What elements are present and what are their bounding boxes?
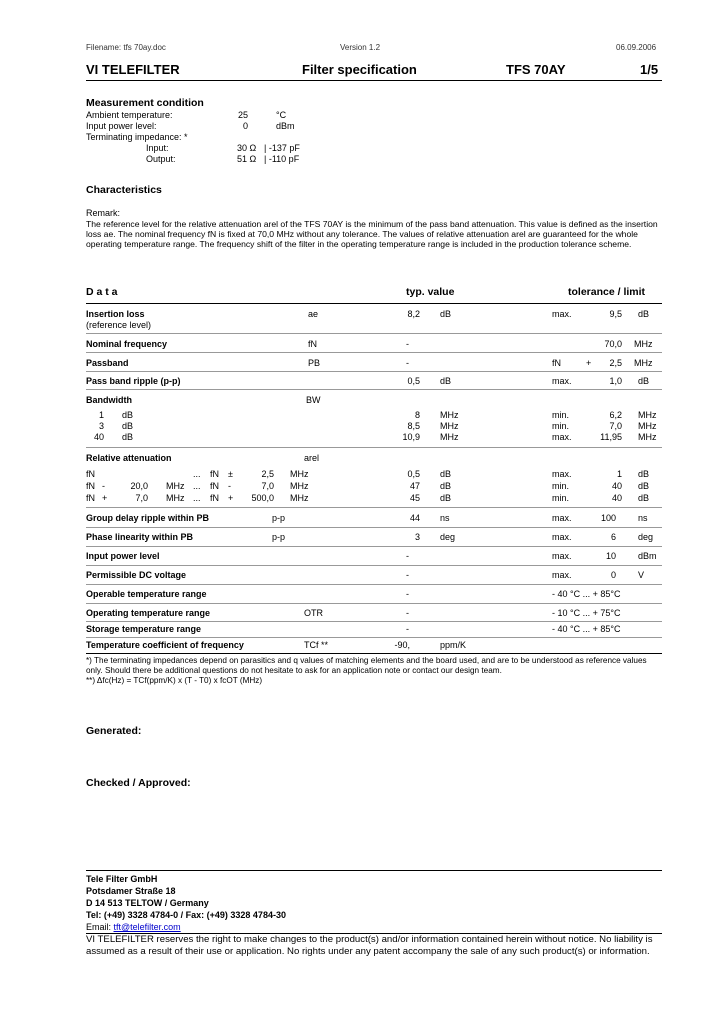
row-rule <box>86 333 662 334</box>
bandwidth-limit: 6,2 <box>609 410 622 420</box>
temp-coefficient-unit: ppm/K <box>440 640 467 650</box>
row-rule <box>86 447 662 448</box>
row-rule <box>86 527 662 528</box>
dc-voltage-limit: 0 <box>610 570 616 580</box>
input-power-unit: dBm <box>638 551 657 561</box>
version: Version 1.2 <box>340 43 381 52</box>
insertion-loss-limit-unit: dB <box>638 309 650 319</box>
power-label: Input power level: <box>86 121 157 131</box>
row-rule <box>86 389 662 390</box>
ra-ellipsis: ... <box>193 493 201 503</box>
term-label: Terminating impedance: * <box>86 132 188 142</box>
power-unit: dBm <box>276 121 295 131</box>
bandwidth-level-unit: dB <box>122 421 134 431</box>
footnote-impedance: *) The terminating impedances depend on parasitics and q values of matching elements and the board used, and are to be understood as reference values only. Should there be additional questions do not hesitate to ask for an application note or contact our design team. <box>86 656 647 675</box>
nominal-frequency-sym: fN <box>308 339 317 349</box>
input-impedance: 30 Ω <box>237 143 257 153</box>
group-delay-limit: 100 <box>600 513 616 523</box>
insertion-loss-limit: 9,5 <box>609 309 622 319</box>
row-rule <box>86 621 662 622</box>
operating-temp-typ: - <box>406 608 409 618</box>
ra-fn: fN <box>86 469 95 479</box>
ra-offset: 7,0 <box>135 493 148 503</box>
group-delay-kind: max. <box>552 513 572 523</box>
output-label: Output: <box>146 154 176 164</box>
input-label: Input: <box>146 143 169 153</box>
ra-sign: - <box>102 481 105 491</box>
generated-label: Generated: <box>86 725 142 737</box>
temp-coefficient-typ: -90, <box>394 640 410 650</box>
row-bandwidth: Bandwidth <box>86 395 132 405</box>
ra-kind: max. <box>552 469 572 479</box>
ra-limit: 1 <box>616 469 622 479</box>
disclaimer: VI TELEFILTER reserves the right to make changes to the product(s) and/or information contained herein without notice. No liability is assumed as a result of their use or application. No rights under any patent accompany the sale of any such product(s) or information. <box>86 934 653 957</box>
ra-limit-unit: dB <box>638 469 650 479</box>
footer-rule <box>86 870 662 871</box>
row-ripple: Pass band ripple (p-p) <box>86 376 181 386</box>
input-capacitance: | -137 pF <box>264 143 300 153</box>
doc-date: 06.09.2006 <box>616 43 657 52</box>
ra-kind: min. <box>552 481 570 491</box>
row-rule <box>86 603 662 604</box>
ra-offset-unit: MHz <box>166 493 185 503</box>
bandwidth-level: 3 <box>98 421 104 431</box>
input-power-limit: 10 <box>605 551 616 561</box>
phase-linearity-kind: max. <box>552 532 572 542</box>
bandwidth-limit: 11,95 <box>600 432 622 442</box>
ra-fn2: fN <box>210 493 219 503</box>
bandwidth-limit-unit: MHz <box>638 410 657 420</box>
operating-temp-range: - 10 °C ... + 75°C <box>552 608 621 618</box>
ra-typ-unit: dB <box>440 481 452 491</box>
bandwidth-level-unit: dB <box>122 432 134 442</box>
storage-temp-typ: - <box>406 624 409 634</box>
doc-title: Filter specification <box>302 62 417 77</box>
phase-linearity-typ-unit: deg <box>440 532 456 542</box>
passband-unit: MHz <box>634 358 653 368</box>
phase-linearity-typ: 3 <box>414 532 420 542</box>
company-name: Tele Filter GmbH <box>86 874 158 884</box>
ra-limit-unit: dB <box>638 481 650 491</box>
output-capacitance: | -110 pF <box>264 154 300 164</box>
bandwidth-kind: max. <box>552 432 572 442</box>
ambient-label: Ambient temperature: <box>86 110 173 120</box>
row-rule <box>86 507 662 508</box>
row-relative-attenuation: Relative attenuation <box>86 453 172 463</box>
ra-typ: 47 <box>409 481 420 491</box>
ra-fn: fN <box>86 481 95 491</box>
ra-offset2: 2,5 <box>261 469 274 479</box>
ripple-limit: 1,0 <box>609 376 622 386</box>
ra-typ-unit: dB <box>440 493 452 503</box>
ra-typ: 0,5 <box>407 469 420 479</box>
ambient-value: 25 <box>238 110 249 120</box>
email-link[interactable]: tft@telefilter.com <box>113 922 181 932</box>
row-rule <box>86 584 662 585</box>
brand-name: VI TELEFILTER <box>86 62 180 77</box>
group-delay-sym: p-p <box>272 513 286 523</box>
bandwidth-kind: min. <box>552 421 570 431</box>
passband-pm: + <box>586 358 592 368</box>
ra-offset2: 7,0 <box>261 481 274 491</box>
checked-label: Checked / Approved: <box>86 777 191 789</box>
header-rule <box>86 80 662 81</box>
row-insertion-loss: Insertion loss <box>86 309 145 319</box>
row-temp-coefficient: Temperature coefficient of frequency <box>86 640 244 650</box>
bandwidth-limit-unit: MHz <box>638 421 657 431</box>
input-power-typ: - <box>406 551 409 561</box>
ra-ellipsis: ... <box>193 481 201 491</box>
ra-typ-unit: dB <box>440 469 452 479</box>
ripple-typ-unit: dB <box>440 376 452 386</box>
ripple-typ: 0,5 <box>407 376 420 386</box>
insertion-loss-sub: (reference level) <box>86 320 152 330</box>
dc-voltage-unit: V <box>638 570 645 580</box>
group-delay-typ: 44 <box>409 513 420 523</box>
operable-temp-typ: - <box>406 589 409 599</box>
company-phone: Tel: (+49) 3328 4784-0 / Fax: (+49) 3328 4784-30 <box>86 910 286 920</box>
email-prefix: Email: <box>86 922 114 932</box>
col-tolerance: tolerance / limit <box>568 286 646 298</box>
output-impedance: 51 Ω <box>237 154 257 164</box>
insertion-loss-typ-unit: dB <box>440 309 452 319</box>
dc-voltage-typ: - <box>406 570 409 580</box>
ra-fn: fN <box>86 493 95 503</box>
nominal-frequency-typ: - <box>406 339 409 349</box>
bandwidth-typ: 10,9 <box>402 432 420 442</box>
ra-offset2: 500,0 <box>251 493 274 503</box>
group-delay-typ-unit: ns <box>440 513 450 523</box>
row-passband: Passband <box>86 358 129 368</box>
ra-offset-unit: MHz <box>166 481 185 491</box>
passband-sym: PB <box>308 358 321 368</box>
operable-temp-range: - 40 °C ... + 85°C <box>552 589 621 599</box>
bandwidth-typ: 8,5 <box>407 421 420 431</box>
phase-linearity-sym: p-p <box>272 532 286 542</box>
bandwidth-typ-unit: MHz <box>440 410 459 420</box>
table-bottom-rule <box>86 653 662 654</box>
ra-fn2: fN <box>210 481 219 491</box>
ra-fn2: fN <box>210 469 219 479</box>
bandwidth-typ: 8 <box>414 410 420 420</box>
row-nominal-frequency: Nominal frequency <box>86 339 168 349</box>
col-data: D a t a <box>86 286 118 298</box>
group-delay-limit-unit: ns <box>638 513 648 523</box>
measurement-title: Measurement condition <box>86 97 204 109</box>
ra-typ: 45 <box>409 493 420 503</box>
ra-limit: 40 <box>611 481 622 491</box>
row-input-power: Input power level <box>86 551 160 561</box>
bandwidth-level: 1 <box>98 410 104 420</box>
ra-offset2-unit: MHz <box>290 493 309 503</box>
row-rule <box>86 546 662 547</box>
phase-linearity-limit-unit: deg <box>638 532 654 542</box>
footnote-tc: **) Δfc(Hz) = TCf(ppm/K) x (T - T0) x fcOT (MHz) <box>86 676 263 685</box>
ra-sign2: - <box>228 481 231 491</box>
row-group-delay: Group delay ripple within PB <box>86 513 210 523</box>
company-city: D 14 513 TELTOW / Germany <box>86 898 209 908</box>
insertion-loss-sym: ae <box>308 309 319 319</box>
row-rule <box>86 565 662 566</box>
power-value: 0 <box>243 121 249 131</box>
ripple-limit-unit: dB <box>638 376 650 386</box>
filename: Filename: tfs 70ay.doc <box>86 43 166 52</box>
row-storage-temp: Storage temperature range <box>86 624 202 634</box>
part-number: TFS 70AY <box>506 62 566 77</box>
temp-coefficient-sym: TCf ** <box>304 640 329 650</box>
row-phase-linearity: Phase linearity within PB <box>86 532 194 542</box>
characteristics-title: Characteristics <box>86 184 162 196</box>
row-operating-temp: Operating temperature range <box>86 608 211 618</box>
operating-temp-sym: OTR <box>304 608 323 618</box>
relative-attenuation-sym: arel <box>304 453 320 463</box>
company-email-row <box>86 922 181 932</box>
ra-sign2: + <box>228 493 234 503</box>
remark-label: Remark: <box>86 208 121 218</box>
input-power-kind: max. <box>552 551 572 561</box>
table-header-rule <box>86 303 662 304</box>
ra-ellipsis: ... <box>193 469 201 479</box>
ra-offset2-unit: MHz <box>290 481 309 491</box>
ra-sign2: ± <box>228 469 233 479</box>
nominal-frequency-unit: MHz <box>634 339 653 349</box>
insertion-loss-kind: max. <box>552 309 572 319</box>
bandwidth-level-unit: dB <box>122 410 134 420</box>
ra-offset2-unit: MHz <box>290 469 309 479</box>
company-street: Potsdamer Straße 18 <box>86 886 176 896</box>
phase-linearity-limit: 6 <box>610 532 616 542</box>
ra-kind: min. <box>552 493 570 503</box>
bandwidth-kind: min. <box>552 410 570 420</box>
row-operable-temp: Operable temperature range <box>86 589 207 599</box>
ra-limit-unit: dB <box>638 493 650 503</box>
bandwidth-limit-unit: MHz <box>638 432 657 442</box>
bandwidth-sym: BW <box>306 395 321 405</box>
ra-limit: 40 <box>611 493 622 503</box>
bandwidth-typ-unit: MHz <box>440 432 459 442</box>
bandwidth-limit: 7,0 <box>609 421 622 431</box>
page-number: 1/5 <box>640 62 659 77</box>
ripple-kind: max. <box>552 376 572 386</box>
ra-offset: 20,0 <box>130 481 148 491</box>
row-rule <box>86 352 662 353</box>
passband-typ: - <box>406 358 409 368</box>
ra-sign: + <box>102 493 108 503</box>
row-rule <box>86 371 662 372</box>
col-typ: typ. value <box>406 286 455 298</box>
insertion-loss-typ: 8,2 <box>407 309 420 319</box>
nominal-frequency-limit: 70,0 <box>604 339 622 349</box>
bandwidth-typ-unit: MHz <box>440 421 459 431</box>
bandwidth-level: 40 <box>93 432 104 442</box>
row-rule <box>86 637 662 638</box>
passband-limit: 2,5 <box>609 358 622 368</box>
row-dc-voltage: Permissible DC voltage <box>86 570 187 580</box>
passband-fn: fN <box>552 358 561 368</box>
remark-text: The reference level for the relative attenuation arel of the TFS 70AY is the minimum of the pass band attenuation. This value is defined as the insertion loss ae. The nominal frequency fN is fixed at 70,0 MHz without any tolerance. The values of relative attenuation arel are guaranteed for the whole operating temperature range. The frequency shift of the filter in the operating temperature range is included in the production tolerance scheme. <box>86 219 658 249</box>
storage-temp-range: - 40 °C ... + 85°C <box>552 624 621 634</box>
ambient-unit: °C <box>276 110 287 120</box>
dc-voltage-kind: max. <box>552 570 572 580</box>
